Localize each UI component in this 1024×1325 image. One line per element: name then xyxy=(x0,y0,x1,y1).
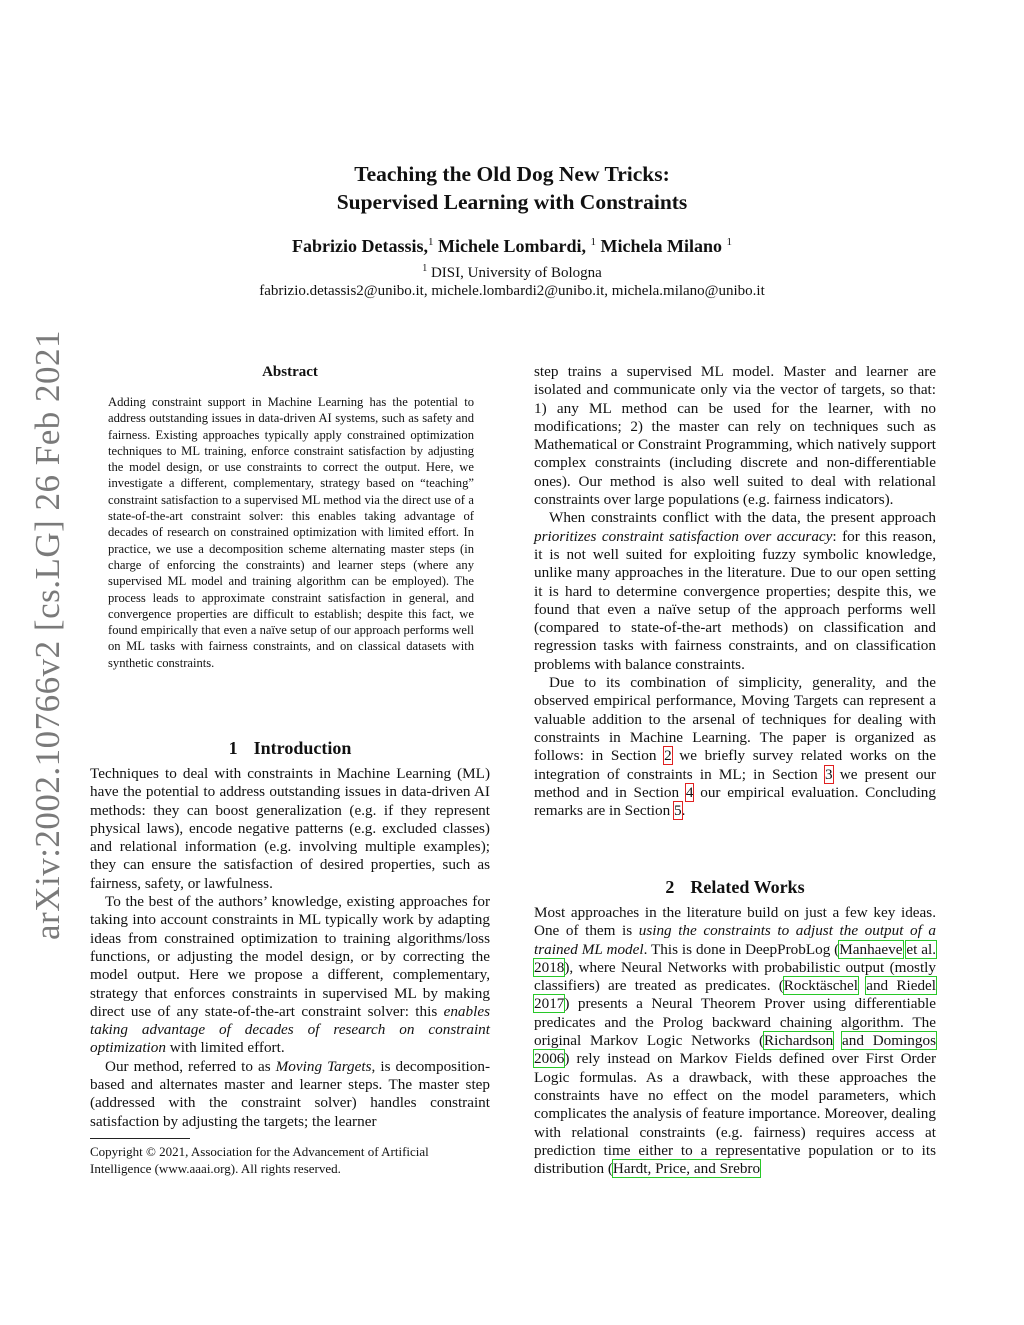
citation-hardt[interactable]: Hardt, Price, and Srebro xyxy=(612,1160,761,1178)
abstract-heading: Abstract xyxy=(262,364,318,380)
citation-richardson-year[interactable]: 2006 xyxy=(534,1050,565,1068)
citation-richardson[interactable]: Richardson xyxy=(764,1032,834,1050)
affiliation: $^1$ DISI, University of Bologna xyxy=(422,263,602,281)
paragraph: Our method, referred to as Moving Targets, is decomposition-based and alternates master and learner steps. The master step (addressed with the constraint solver) handles constraint satisfaction by adjusting the targets; the learner xyxy=(90,1057,491,1130)
section-heading-introduction: 1 Introduction xyxy=(228,738,352,758)
copyright-footnote: Copyright © 2021, Association for the Advancement of Artificial Intelligence (www.aaai.org). All rights reserved. xyxy=(90,1144,429,1176)
paragraph: step trains a supervised ML model. Master and learner are isolated and communicate only via the vector of targets, so that: 1) any ML method can be used for the learner, with no modifications; 2) the master can rely on techniques such as Mathematical or Constraint Programming, which natively support complex constraints (including discrete and non-differentiable ones). Our method is also well suited to deal with relational constraints over large populations (e.g. fairness indicators). xyxy=(534,363,936,509)
citation-manhaeve[interactable]: Manhaeve xyxy=(839,940,903,958)
right-column-body xyxy=(534,363,936,820)
citation-rocktaschel-year[interactable]: 2017 xyxy=(534,995,565,1013)
related-works-body xyxy=(534,904,936,1178)
author-3: Michela Milano xyxy=(595,236,727,256)
footnote-rule xyxy=(90,1138,190,1139)
paragraph: To the best of the authors’ knowledge, existing approaches for taking into account constraints in ML typically work by adapting ideas from constrained optimization to training algorithms/loss functions, or adjusting the model design, or by correcting the model output. Here we propose a different, complementary, strategy that enforces constraints in supervised ML by making direct use of any state-of-the-art constraint solver: this enables taking advantage of decades of research on constraint optimization with limited effort. xyxy=(90,893,490,1057)
paragraph: Techniques to deal with constraints in Machine Learning (ML) have the potential to address outstanding issues in data-driven AI methods: they can boost generalization (e.g. if they represent physical laws), encode negative patterns (e.g. excluded classes) and relational information (e.g. involving multiple examples); they can ensure the satisfaction of desired properties, such as fairness, safety, or lawfulness. xyxy=(90,765,490,892)
author-list: Fabrizio Detassis,$^1$ Michele Lombardi, $^1$ Michela Milano $^1$ xyxy=(292,236,732,256)
citation-rocktaschel[interactable]: Rocktäschel xyxy=(783,977,858,995)
title-line-1: Teaching the Old Dog New Tricks: xyxy=(354,162,670,186)
paragraph: When constraints conflict with the data, the present approach prioritizes constraint satisfaction over accuracy: for this reason, it is not well suited for exploiting fuzzy symbolic knowledge, unlike many approaches in the literature. Due to our open setting it is hard to determine convergence properties; despite this, we found that even a naïve setup of the approach performs well (compared to state-of-the-art methods) on classification and regression tasks with fairness constraints, and on classification problems with balance constraints. xyxy=(534,509,936,673)
abstract-text: Adding constraint support in Machine Learning has the potential to address outstanding issues in data-driven AI systems, such as safety and fairness. Existing approaches typically apply constrained optimization techniques to ML training, enforce constraint satisfaction by adjusting the model design, or use constraints to correct the output. Here, we investigate a different, complementary, strategy based on “teaching” constraint satisfaction to a supervised ML method via the direct use of a state-of-the-art constraint solver: this enables taking advantage of decades of research on constrained optimization with limited effort. In practice, we use a decomposition scheme alternating master steps (in charge of enforcing the constraints) and learner steps (where any supervised ML model and training algorithm can be employed). The process leads to approximate constraint satisfaction in general, and convergence properties are difficult to establish; despite this fact, we found empirically that even a naïve setup of our approach performs well on ML tasks with fairness constraints, and on classical datasets with synthetic constraints. xyxy=(108,395,474,670)
title-line-2: Supervised Learning with Constraints xyxy=(336,190,688,214)
citation-richardson[interactable]: and Domingos xyxy=(842,1032,937,1050)
section-5-link[interactable]: 5 xyxy=(674,802,682,820)
paragraph: Most approaches in the literature build on just a few key ideas. One of them is using the constraints to adjust the output of a trained ML model. This is done in DeepProbLog (Manhaeve et al. 2018), where Neural Networks with probabilistic output (mostly classifiers) are treated as predicates. (Rocktäschel and Riedel 2017) presents a Neural Theorem Prover using differentiable predicates and the Prolog backward chaining algorithm. The original Markov Logic Networks (Richardson and Domingos 2006) rely instead on Markov Fields defined over First Order Logic formulas. As a drawback, with these approaches the constraints have no effect on the model parameters, which complicates the analysis of feature importance. Moreover, dealing with relational constraints (e.g. fairness) requires access at prediction time either to a representative population or to its distribution (Hardt, Price, and Srebro xyxy=(534,904,937,1178)
author-emails: fabrizio.detassis2@unibo.it, michele.lombardi2@unibo.it, michela.milano@unibo.it xyxy=(259,283,765,299)
introduction-body xyxy=(90,765,490,1131)
paper-title xyxy=(0,160,1024,216)
author-1: Fabrizio Detassis, xyxy=(292,236,428,256)
section-3-link[interactable]: 3 xyxy=(824,765,833,783)
citation-rocktaschel[interactable]: and Riedel xyxy=(866,977,937,995)
section-2-link[interactable]: 2 xyxy=(664,747,672,765)
section-4-link[interactable]: 4 xyxy=(685,783,694,801)
citation-manhaeve[interactable]: et al. 2018 xyxy=(534,940,937,976)
paragraph: Due to its combination of simplicity, generality, and the observed empirical performance, Moving Targets can represent a valuable addition to the arsenal of techniques for dealing with constraints in Machine Learning. The paper is organized as follows: in Section 2 we briefly survey related works on the integration of constraints in ML; in Section 3 we present our method and in Section 4 our empirical evaluation. Concluding remarks are in Section 5. xyxy=(534,674,936,820)
section-heading-related-works: 2 Related Works xyxy=(665,877,805,897)
arxiv-identifier: arXiv:2002.10766v2 [cs.LG] 26 Feb 2021 xyxy=(28,329,67,940)
author-2: Michele Lombardi, xyxy=(433,236,591,256)
